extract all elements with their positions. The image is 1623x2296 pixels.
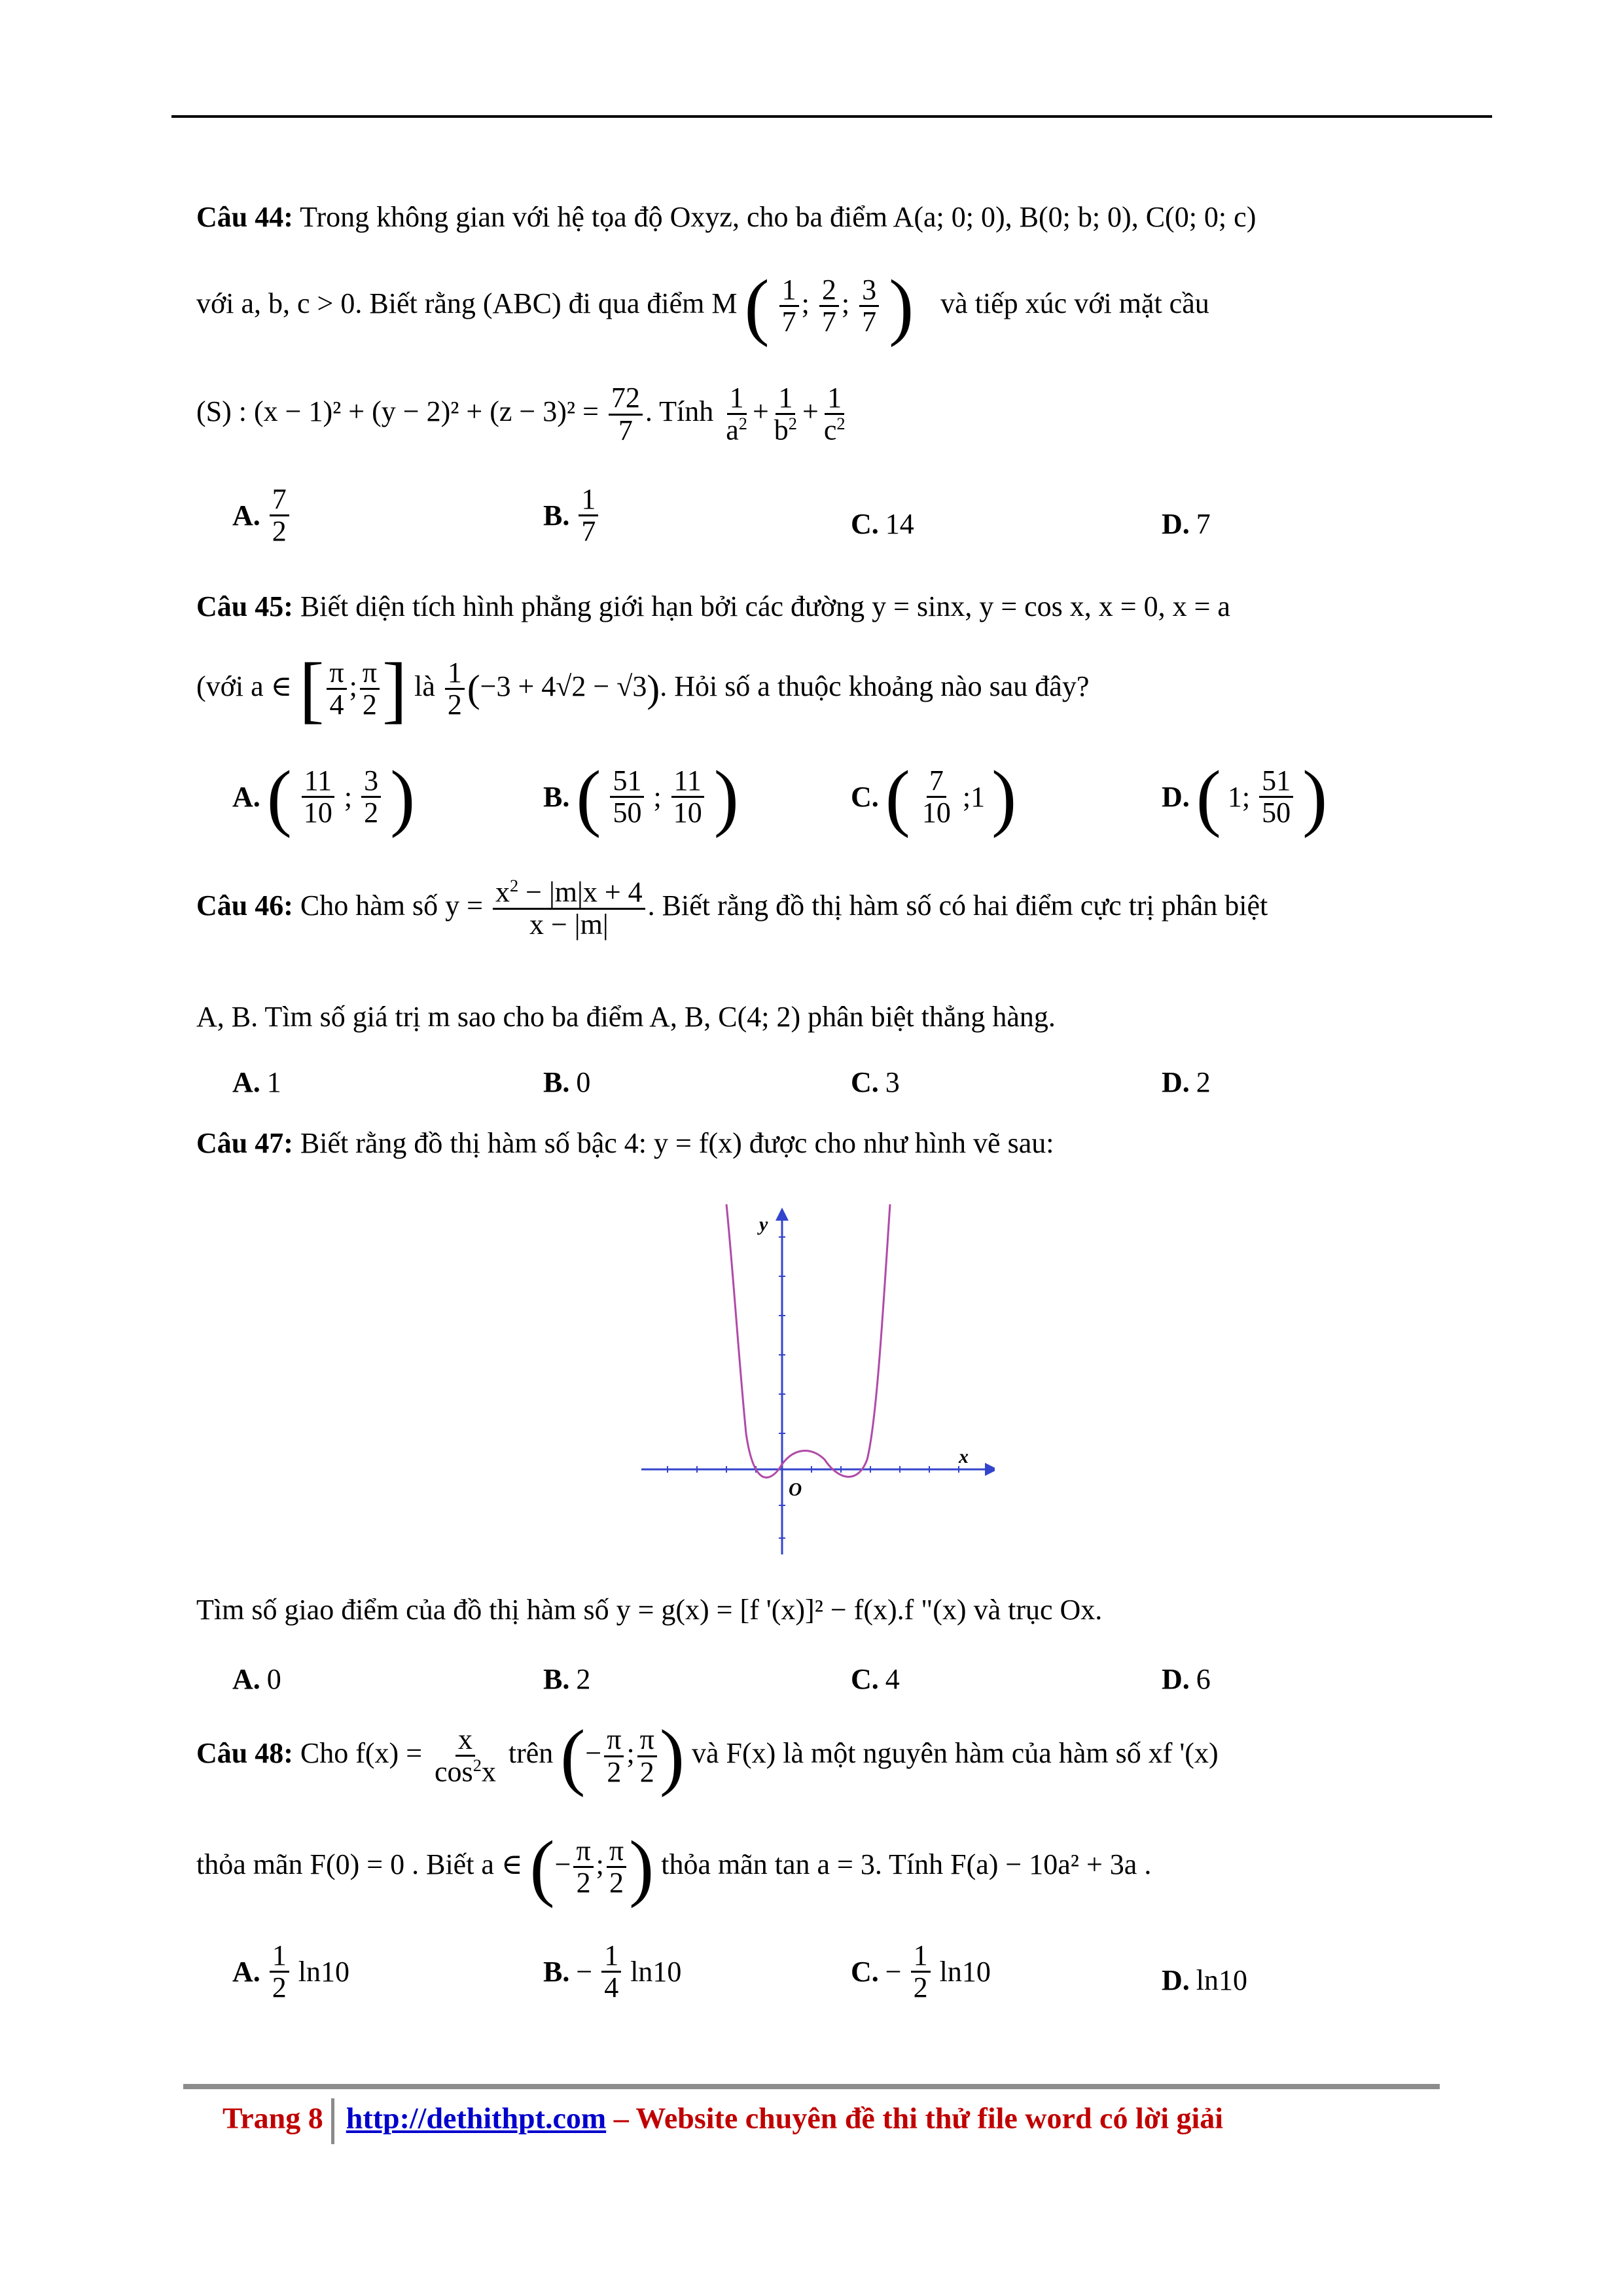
q44-text-1: Trong không gian với hệ tọa độ Oxyz, cho ba điểm A(a; 0; 0), B(0; b; 0), C(0; 0; c) xyxy=(300,201,1257,233)
q44-option-c[interactable]: C. 14 xyxy=(851,508,914,540)
footer xyxy=(223,2098,1223,2144)
q47-option-d[interactable]: D. 6 xyxy=(1162,1663,1211,1695)
q45-option-b[interactable]: B. ( $\frac{51}{50}$ ; $\frac{11}{10}$ ) xyxy=(543,755,739,838)
q48-label: Câu 48: xyxy=(196,1737,293,1770)
page-number: Trang 8 xyxy=(223,2101,323,2135)
q44-option-a[interactable]: A. $\frac{7}{2}$ xyxy=(232,484,292,547)
footer-rule xyxy=(183,2084,1440,2089)
y-axis-arrow-icon xyxy=(776,1208,789,1221)
footer-separator xyxy=(331,2098,334,2144)
q46-option-b[interactable]: B. 0 xyxy=(543,1066,591,1098)
q44-m-z: $\frac{3}{7}$ xyxy=(859,275,879,337)
q45-option-c[interactable]: C. ( $\frac{7}{10}$ ;1 ) xyxy=(851,755,1017,838)
q46-line1: Câu 46: Cho hàm số y = $\frac{x^2 - |m|x + 4}{x - |m|}$ . Biết rằng đồ thị hàm số có hai điểm cực trị phân biệt xyxy=(196,876,1268,941)
q46-option-a[interactable]: A. 1 xyxy=(232,1066,281,1098)
q46-option-d[interactable]: D. 2 xyxy=(1162,1066,1211,1098)
q46-line2: A, B. Tìm số giá trị m sao cho ba điểm A, B, C(4; 2) phân biệt thẳng hàng. xyxy=(196,1001,1056,1033)
quartic-graph xyxy=(628,1172,995,1564)
x-axis-label: x xyxy=(959,1446,969,1467)
q44-m-x: $\frac{1}{7}$ xyxy=(779,275,799,337)
q47-line1: Câu 47: Biết rằng đồ thị hàm số bậc 4: y = f(x) được cho như hình vẽ sau: xyxy=(196,1127,1054,1159)
q44-line2: với a, b, c > 0. Biết rằng (ABC) đi qua điểm M ( $\frac{1}{7}$ ; $\frac{2}{7}$ ; $\frac{3}{7}$ ) và tiếp xúc với mặt cầu xyxy=(196,264,1209,348)
q48-line2: thỏa mãn F(0) = 0 . Biết a ∈ (− $\frac{\pi}{2}$ ; $\frac{\pi}{2}$ ) thỏa mãn tan a = 3. Tính F(a) − 10a² + 3a . xyxy=(196,1825,1152,1909)
x-axis-arrow-icon xyxy=(985,1463,995,1476)
q48-option-a[interactable]: A. $\frac{1}{2}$ ln10 xyxy=(232,1939,350,2004)
q47-option-b[interactable]: B. 2 xyxy=(543,1663,591,1695)
q44-option-b[interactable]: B. $\frac{1}{7}$ xyxy=(543,484,601,547)
site-link[interactable]: http://dethithpt.com xyxy=(346,2101,607,2135)
q45-option-d[interactable]: D. ( 1; $\frac{51}{50}$ ) xyxy=(1162,755,1328,838)
q48-option-b[interactable]: B. − $\frac{1}{4}$ ln10 xyxy=(543,1939,682,2004)
q48-func: $\frac{x}{\cos^2x}$ xyxy=(435,1723,496,1788)
q44-option-d[interactable]: D. 7 xyxy=(1162,508,1211,540)
q44-text-2b: và tiếp xúc với mặt cầu xyxy=(940,287,1209,319)
q46-option-c[interactable]: C. 3 xyxy=(851,1066,900,1098)
q48-option-d[interactable]: D. ln10 xyxy=(1162,1964,1248,1996)
q47-label: Câu 47: xyxy=(196,1127,293,1159)
q44-sphere: (S) : (x − 1)² + (y − 2)² + (z − 3)² = xyxy=(196,395,599,428)
q47-option-a[interactable]: A. 0 xyxy=(232,1663,281,1695)
q44-m-y: $\frac{2}{7}$ xyxy=(819,275,839,337)
q45-line1 xyxy=(196,592,1230,621)
origin-label: O xyxy=(789,1480,802,1500)
q45-text-1: Biết diện tích hình phẳng giới hạn bởi các đường y = sinx, y = cos x, x = 0, x = a xyxy=(300,590,1230,622)
q45-label: Câu 45: xyxy=(196,590,293,622)
q44-label: Câu 44: xyxy=(196,201,293,233)
q44-rhs: $\frac{72}{7}$ xyxy=(609,383,643,445)
q46-func: $\frac{x^2 - |m|x + 4}{x - |m|}$ xyxy=(493,877,645,940)
q44-line3: (S) : (x − 1)² + (y − 2)² + (z − 3)² = $\frac{72}{7}$ . Tính $\frac{1}{a^2}$ + $\frac{1}{b^2}$ + $\frac{1}{c^2}$ xyxy=(196,382,846,446)
q47-option-c[interactable]: C. 4 xyxy=(851,1663,900,1695)
quartic-curve xyxy=(726,1204,890,1477)
q48-line1: Câu 48: Cho f(x) = $\frac{x}{\cos^2x}$ trên (− $\frac{\pi}{2}$ ; $\frac{\pi}{2}$ ) và F(x) là một nguyên hàm của hàm số xf '(x) xyxy=(196,1714,1219,1798)
q45-option-a[interactable]: A. ( $\frac{11}{10}$ ; $\frac{3}{2}$ ) xyxy=(232,755,416,838)
q48-option-c[interactable]: C. − $\frac{1}{2}$ ln10 xyxy=(851,1939,991,2004)
q47-line2: Tìm số giao điểm của đồ thị hàm số y = g(x) = [f '(x)]² − f(x).f "(x) và trục Ox. xyxy=(196,1594,1103,1626)
q46-label: Câu 46: xyxy=(196,889,293,922)
y-axis-label: y xyxy=(759,1213,768,1235)
q45-line2: (với a ∈ [ $\frac{\pi}{4}$ ; $\frac{\pi}{2}$ ] là $\frac{1}{2}$ (−3 + 4√2 − √3). Hỏi số a thuộc khoảng nào sau đây? xyxy=(196,647,1090,730)
footer-tagline: – Website chuyên đề thi thử file word có lời giải xyxy=(613,2101,1224,2135)
q44-text-2a: với a, b, c > 0. Biết rằng (ABC) đi qua điểm M xyxy=(196,287,738,319)
q44-line1 xyxy=(196,203,1256,232)
header-rule xyxy=(171,115,1492,118)
